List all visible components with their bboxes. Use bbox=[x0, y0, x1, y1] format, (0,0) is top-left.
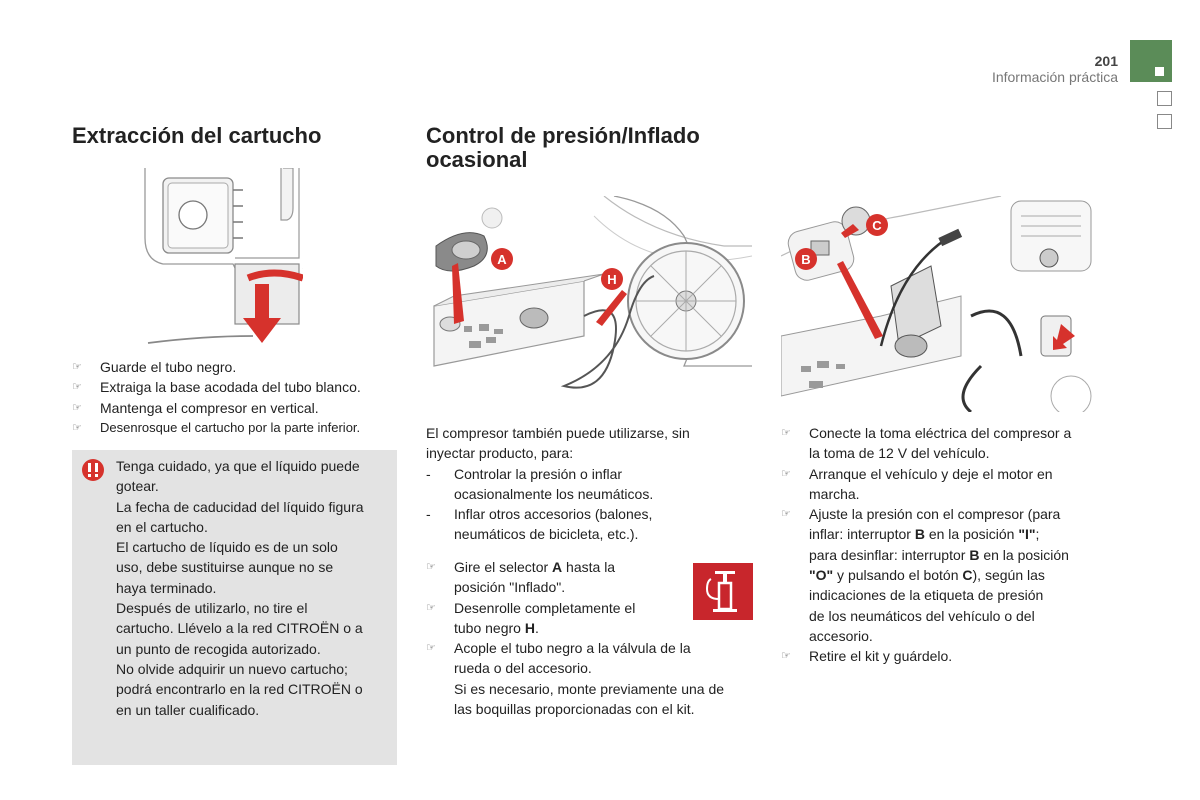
inflation-mode-icon bbox=[693, 563, 753, 620]
callout-a-label: A bbox=[497, 252, 507, 267]
list-item: ☞ Ajuste la presión con el compresor (para bbox=[781, 504, 1121, 524]
pointing-hand-icon: ☞ bbox=[72, 361, 82, 373]
list-item: ☞ Guarde el tubo negro. bbox=[72, 357, 402, 377]
warning-box bbox=[72, 450, 397, 765]
right-steps: ☞ Conecte la toma eléctrica del compresor a la toma de 12 V del vehículo. ☞ Arranque el vehículo y deje el motor en marcha. ☞ Ajuste la presión con el compresor (para inflar: interruptor B en la posición "I"; para desinflar: interruptor B en la posición "O" y pulsando el botón C), según las indicaciones de la etiqueta de presión de los neumáticos del vehículo o del accesorio. ☞ Retire el kit y guárdelo. bbox=[781, 423, 1121, 667]
pointing-hand-icon: ☞ bbox=[426, 642, 436, 655]
pointing-hand-icon: ☞ bbox=[781, 650, 791, 663]
left-bullet-list bbox=[72, 357, 402, 438]
pointing-hand-icon: ☞ bbox=[426, 601, 436, 614]
pointing-hand-icon: ☞ bbox=[781, 467, 791, 480]
pointing-hand-icon: ☞ bbox=[426, 561, 436, 573]
callout-b-label: B bbox=[801, 252, 811, 267]
warning-icon bbox=[82, 459, 104, 481]
pointing-hand-icon: ☞ bbox=[781, 427, 791, 439]
tab-marker bbox=[1155, 67, 1164, 76]
section-tab-empty-2 bbox=[1157, 114, 1172, 129]
list-item: ☞ Gire el selector A hasta la bbox=[426, 557, 766, 577]
section-tab-active bbox=[1130, 40, 1172, 82]
page-number: 201 bbox=[1094, 53, 1118, 69]
pointing-hand-icon: ☞ bbox=[72, 421, 82, 434]
list-item: ☞ Extraiga la base acodada del tubo blanco. bbox=[72, 377, 402, 397]
list-item: ☞ Acople el tubo negro a la válvula de la bbox=[426, 638, 766, 658]
middle-intro: El compresor también puede utilizarse, sin inyectar producto, para: - Controlar la presión o inflar ocasionalmente los neumáticos. - Inflar otros accesorios (balones, neumáticos de bicicleta, etc.). bbox=[426, 423, 756, 545]
middle-heading: Control de presión/Inflado ocasional bbox=[426, 123, 700, 172]
list-item: ☞ Mantenga el compresor en vertical. bbox=[72, 398, 402, 418]
left-heading: Extracción del cartucho bbox=[72, 123, 322, 148]
pointing-hand-icon: ☞ bbox=[781, 508, 791, 521]
section-title: Información práctica bbox=[991, 69, 1118, 85]
list-item: ☞ Desenrolle completamente el bbox=[426, 598, 766, 618]
cartridge-illustration bbox=[143, 168, 303, 350]
list-item: ☞ Desenrosque el cartucho por la parte inferior. bbox=[72, 418, 402, 438]
middle-steps: ☞ Gire el selector A hasta la posición "Inflado". ☞ Desenrolle completamente el tubo negro H. ☞ Acople el tubo negro a la válvula de la rueda o del accesorio. Si es necesario, monte previamente una de las boquillas proporcionadas con el kit. bbox=[426, 557, 766, 719]
callout-h-label: H bbox=[607, 272, 617, 287]
pointing-hand-icon: ☞ bbox=[72, 401, 82, 414]
warning-text: Tenga cuidado, ya que el líquido puede gotear. La fecha de caducidad del líquido figura en el cartucho. El cartucho de líquido es de un solo uso, debe sustituirse aunque no se haya terminado. Después de utilizarlo, no tire el cartucho. Llévelo a la red CITROËN o a un punto de recogida autorizado. No olvide adquirir un nuevo cartucho; podrá encontrarlo en la red CITROËN o en un taller cualificado. bbox=[116, 458, 364, 718]
list-item: ☞ Arranque el vehículo y deje el motor en bbox=[781, 464, 1121, 484]
section-tab-empty-1 bbox=[1157, 91, 1172, 106]
list-item: - Inflar otros accesorios (balones, bbox=[426, 506, 653, 523]
callout-c-label: C bbox=[872, 218, 882, 233]
compressor-wheel-illustration bbox=[424, 196, 752, 410]
power-socket-illustration bbox=[781, 196, 1105, 412]
pointing-hand-icon: ☞ bbox=[72, 381, 82, 394]
list-item: ☞ Conecte la toma eléctrica del compresor a bbox=[781, 423, 1121, 443]
list-item: ☞ Retire el kit y guárdelo. bbox=[781, 646, 1121, 666]
list-item: - Controlar la presión o inflar bbox=[426, 465, 623, 482]
